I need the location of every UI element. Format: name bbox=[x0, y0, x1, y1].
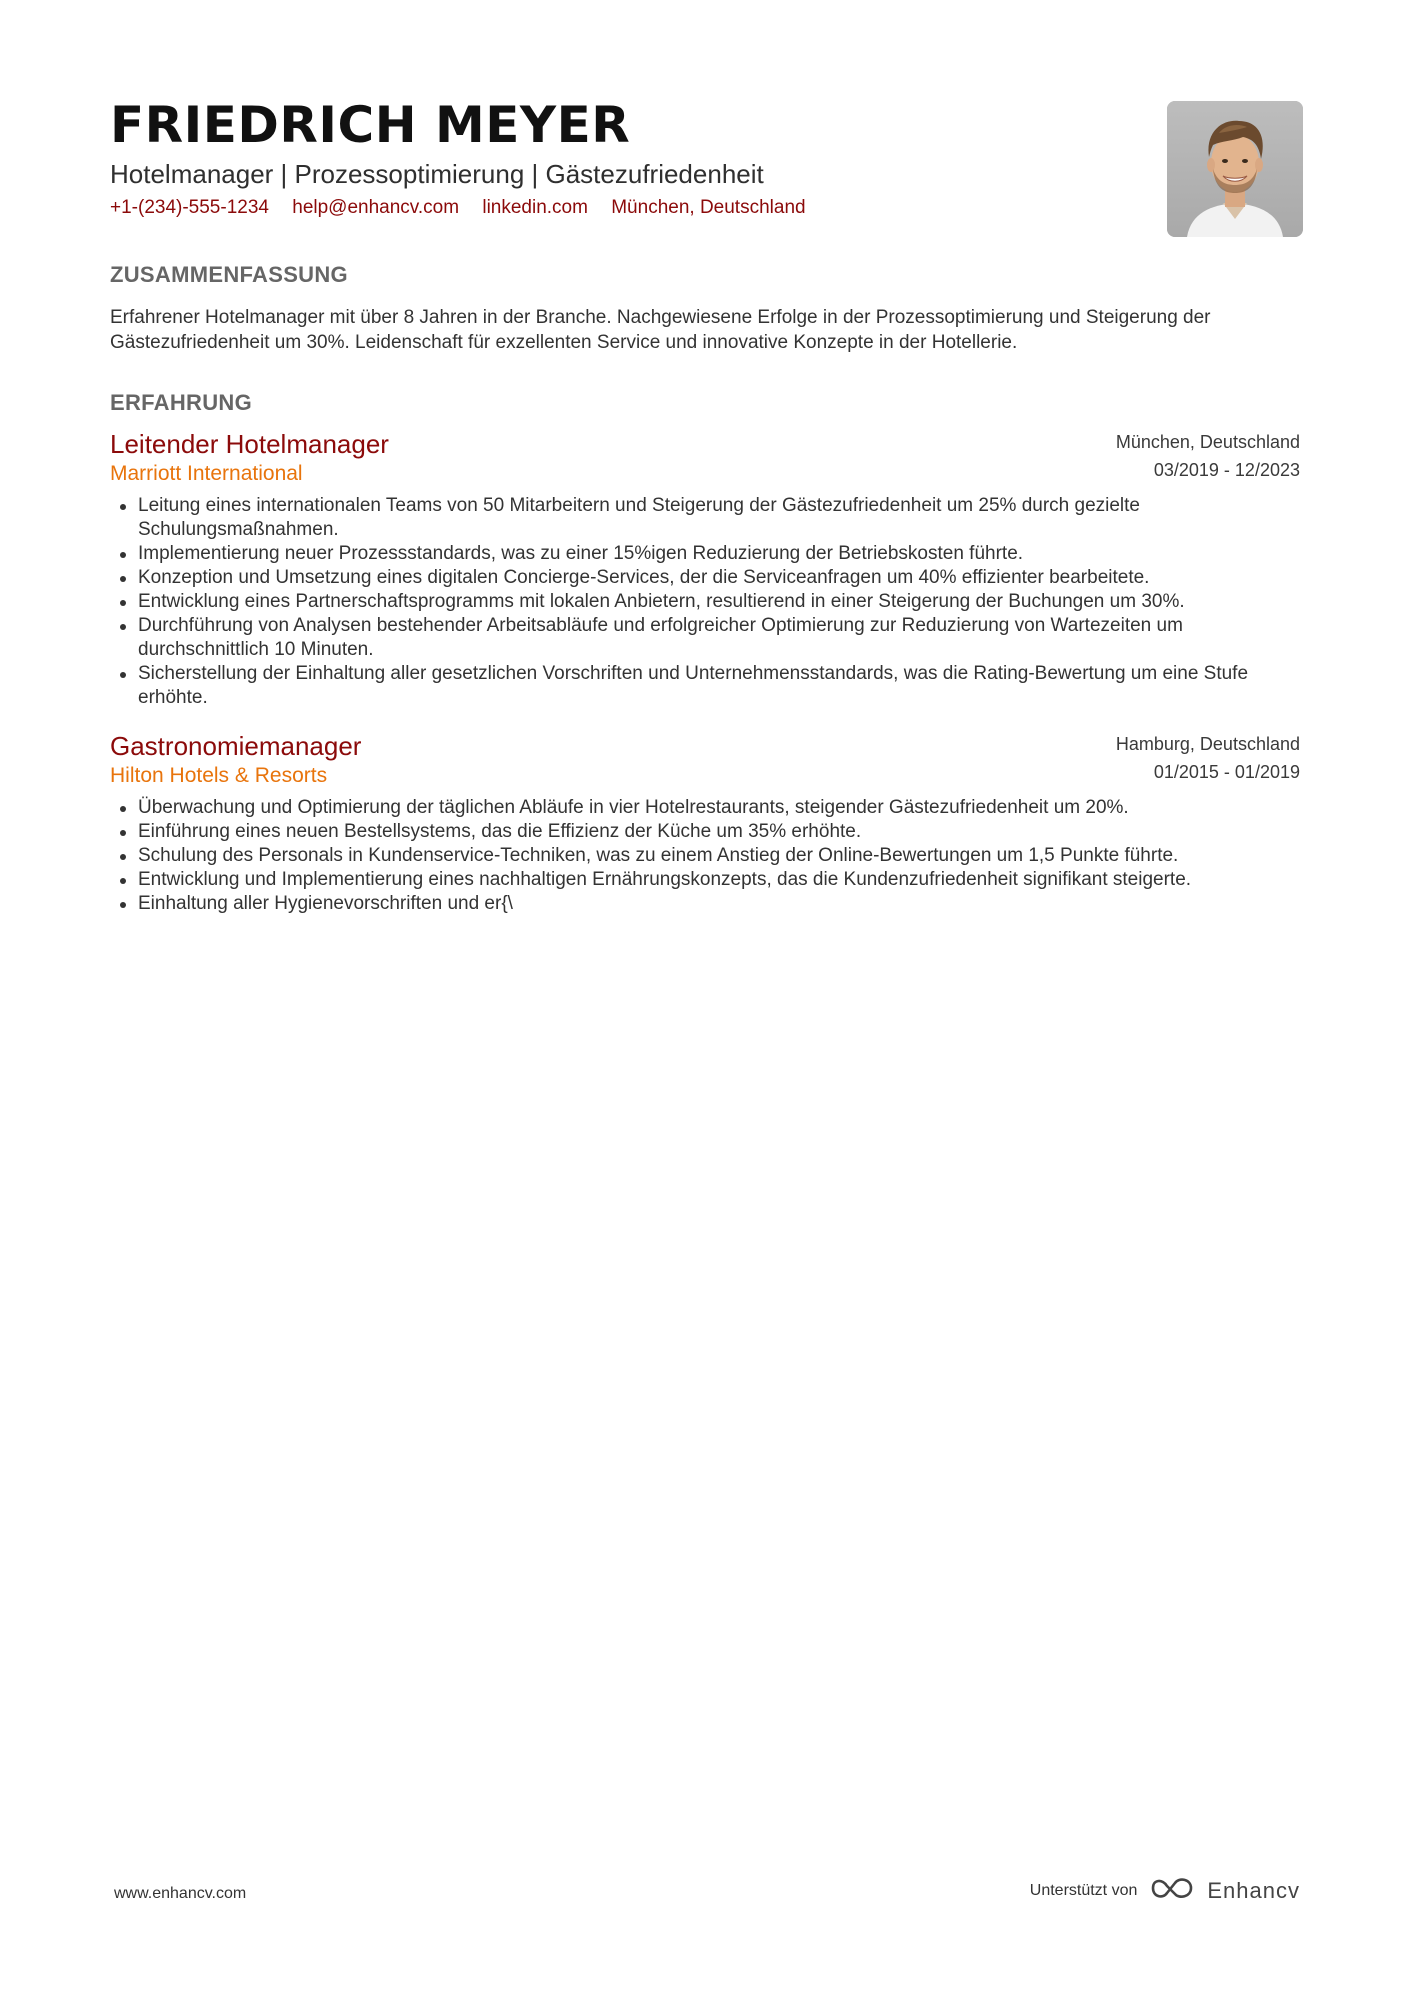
job-entry bbox=[110, 428, 1300, 710]
job-bullet: Entwicklung und Implementierung eines nachhaltigen Ernährungskonzepts, das die Kundenzufriedenheit signifikant steigerte. bbox=[138, 868, 1300, 892]
job-dates: 01/2015 - 01/2019 bbox=[1153, 762, 1300, 782]
job-bullet: Entwicklung eines Partnerschaftsprogramms mit lokalen Anbietern, resultierend in einer Steigerung der Buchungen um 30%. bbox=[138, 590, 1300, 614]
job-dates: 03/2019 - 12/2023 bbox=[1153, 460, 1300, 480]
section-title-experience: ERFAHRUNG bbox=[110, 390, 253, 415]
job-bullet: Einführung eines neuen Bestellsystems, das die Effizienz der Küche um 35% erhöhte. bbox=[138, 820, 1300, 844]
job-bullets bbox=[110, 796, 1300, 916]
job-bullet: Schulung des Personals in Kundenservice-Techniken, was zu einem Anstieg der Online-Bewertungen um 1,5 Punkte führte. bbox=[138, 844, 1300, 868]
job-bullet: Überwachung und Optimierung der täglichen Abläufe in vier Hotelrestaurants, steigender Gästezufriedenheit um 20%. bbox=[138, 796, 1300, 820]
job-bullet: Leitung eines internationalen Teams von 50 Mitarbeitern und Steigerung der Gästezufriedenheit um 25% durch gezielte Schulungsmaßnahmen. bbox=[138, 494, 1300, 542]
job-entry bbox=[110, 730, 1300, 916]
profile-photo bbox=[1167, 101, 1303, 237]
job-bullet: Sicherstellung der Einhaltung aller gesetzlichen Vorschriften und Unternehmensstandards, was die Rating-Bewertung um eine Stufe erhöhte. bbox=[138, 662, 1300, 710]
powered-by-label: Unterstützt von bbox=[1029, 1881, 1138, 1899]
contact-line bbox=[110, 196, 1110, 220]
resume-page bbox=[110, 0, 1300, 1995]
footer-branding bbox=[1030, 1875, 1300, 1906]
job-bullet: Einhaltung aller Hygienevorschriften und er{\ bbox=[138, 892, 1300, 916]
profile-photo-illustration bbox=[1167, 101, 1303, 237]
contact-email[interactable]: help@enhancv.com bbox=[292, 197, 460, 218]
job-bullet: Implementierung neuer Prozessstandards, was zu einer 15%igen Reduzierung der Betriebskosten führte. bbox=[138, 542, 1300, 566]
summary-text: Erfahrener Hotelmanager mit über 8 Jahren in der Branche. Nachgewiesene Erfolge in der Prozessoptimierung und Steigerung der Gästezufriedenheit um 30%. Leidenschaft für exzellenten Service und innovative Konzepte in der Hotellerie. bbox=[110, 307, 1211, 353]
footer-website[interactable]: www.enhancv.com bbox=[114, 1885, 247, 1902]
contact-phone[interactable]: +1-(234)-555-1234 bbox=[110, 197, 269, 218]
enhancv-logo-icon bbox=[1149, 1875, 1195, 1906]
job-meta bbox=[1116, 428, 1300, 484]
job-bullet: Durchführung von Analysen bestehender Arbeitsabläufe und erfolgreicher Optimierung zur Reduzierung von Wartezeiten um durchschnittlich 10 Minuten. bbox=[138, 614, 1300, 662]
job-title: Leitender Hotelmanager bbox=[110, 429, 389, 459]
candidate-name: FRIEDRICH MEYER bbox=[110, 96, 631, 154]
contact-linkedin[interactable]: linkedin.com bbox=[482, 197, 588, 218]
job-title: Gastronomiemanager bbox=[110, 731, 362, 761]
contact-location: München, Deutschland bbox=[611, 197, 806, 218]
job-bullet: Konzeption und Umsetzung eines digitalen Concierge-Services, der die Serviceanfragen um 40% effizienter bearbeitete. bbox=[138, 566, 1300, 590]
job-location: Hamburg, Deutschland bbox=[1115, 734, 1300, 754]
candidate-subtitle: Hotelmanager | Prozessoptimierung | Gästezufriedenheit bbox=[110, 159, 764, 189]
job-company: Marriott International bbox=[110, 462, 303, 485]
job-location: München, Deutschland bbox=[1115, 432, 1300, 452]
resume-header bbox=[110, 96, 1110, 220]
job-bullets bbox=[110, 494, 1300, 710]
enhancv-brand-name: Enhancv bbox=[1207, 1877, 1300, 1903]
section-title-summary: ZUSAMMENFASSUNG bbox=[110, 262, 348, 287]
job-meta bbox=[1116, 730, 1300, 786]
job-company: Hilton Hotels & Resorts bbox=[110, 764, 328, 787]
